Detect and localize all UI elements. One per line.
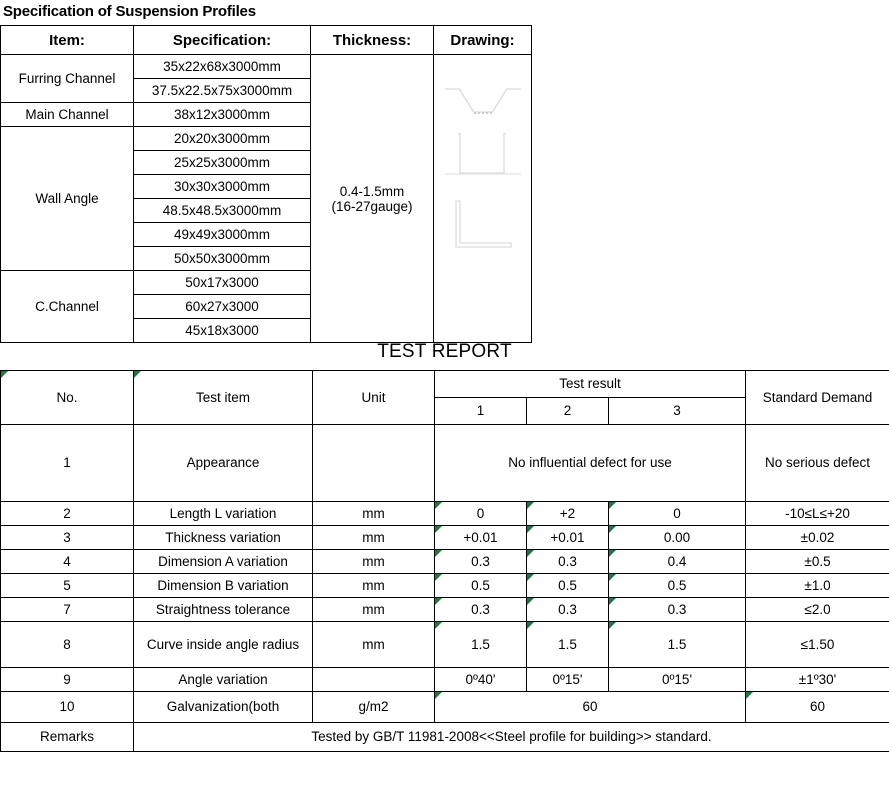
test-row-standard: No serious defect xyxy=(746,425,889,502)
test-row-result-merged: 60 xyxy=(435,692,746,723)
table-row xyxy=(1,425,889,502)
test-row-result-3: 0.00 xyxy=(609,526,746,550)
test-row-result-2: 1.5 xyxy=(527,622,609,668)
test-row-no: 4 xyxy=(1,550,134,574)
table-row xyxy=(1,526,889,550)
test-row-result-2: 0.5 xyxy=(527,574,609,598)
spec-header-row xyxy=(1,26,532,55)
test-row-item: Thickness variation xyxy=(134,526,313,550)
test-row-no: 1 xyxy=(1,425,134,502)
specification-table xyxy=(0,25,532,343)
test-row-unit: mm xyxy=(313,526,435,550)
table-row xyxy=(1,668,889,692)
test-row-standard: -10≤L≤+20 xyxy=(746,502,889,526)
spec-value: 48.5x48.5x3000mm xyxy=(134,199,311,223)
test-header-row-1 xyxy=(1,371,889,398)
furring-channel-profile-icon xyxy=(441,77,525,121)
table-row xyxy=(1,598,889,622)
spec-item-furring-channel: Furring Channel xyxy=(1,55,134,103)
test-row-item: Length L variation xyxy=(134,502,313,526)
drawing-canvas xyxy=(434,55,531,342)
test-row-result-1: 0º40' xyxy=(435,668,527,692)
test-row-no: 7 xyxy=(1,598,134,622)
test-row-result-3: 0.4 xyxy=(609,550,746,574)
test-row-unit: mm xyxy=(313,622,435,668)
spec-item-c-channel: C.Channel xyxy=(1,271,134,343)
test-header-test-item: Test item xyxy=(134,371,313,425)
remarks-label: Remarks xyxy=(1,723,134,752)
test-report-title: TEST REPORT xyxy=(377,341,512,362)
test-row-standard: ±1.0 xyxy=(746,574,889,598)
test-row-result-3: 0º15' xyxy=(609,668,746,692)
table-row xyxy=(1,692,889,723)
test-row-unit: mm xyxy=(313,574,435,598)
test-row-no: 9 xyxy=(1,668,134,692)
test-row-result-2: 0º15' xyxy=(527,668,609,692)
test-row-standard: ±0.02 xyxy=(746,526,889,550)
table-row xyxy=(1,502,889,526)
test-row-item: Dimension A variation xyxy=(134,550,313,574)
test-row-standard: 60 xyxy=(746,692,889,723)
main-channel-profile-icon xyxy=(441,127,525,185)
spec-item-wall-angle: Wall Angle xyxy=(1,127,134,271)
test-row-no: 10 xyxy=(1,692,134,723)
test-row-unit: mm xyxy=(313,550,435,574)
table-row xyxy=(1,550,889,574)
page-title: Specification of Suspension Profiles xyxy=(3,3,256,20)
test-row-result-3: 0.3 xyxy=(609,598,746,622)
test-header-test-result: Test result xyxy=(435,371,746,398)
test-header-unit: Unit xyxy=(313,371,435,425)
test-row-result-2: 0.3 xyxy=(527,598,609,622)
test-row-result-3: 0.5 xyxy=(609,574,746,598)
table-row xyxy=(1,55,532,79)
spec-value: 50x50x3000mm xyxy=(134,247,311,271)
spec-thickness-cell xyxy=(311,55,434,343)
wall-angle-profile-icon xyxy=(441,195,525,255)
test-header-no: No. xyxy=(1,371,134,425)
test-row-result-1: 0.3 xyxy=(435,598,527,622)
spec-drawing-cell xyxy=(434,55,532,343)
test-row-item: Angle variation xyxy=(134,668,313,692)
test-row-unit: g/m2 xyxy=(313,692,435,723)
test-row-result-1: +0.01 xyxy=(435,526,527,550)
spec-header-thickness: Thickness: xyxy=(311,26,434,55)
test-row-result-3: 1.5 xyxy=(609,622,746,668)
spec-header-specification: Specification: xyxy=(134,26,311,55)
spec-value: 49x49x3000mm xyxy=(134,223,311,247)
test-row-item: Straightness tolerance xyxy=(134,598,313,622)
test-row-unit xyxy=(313,668,435,692)
remarks-text: Tested by GB/T 11981-2008<<Steel profile for building>> standard. xyxy=(134,723,889,752)
spec-value: 60x27x3000 xyxy=(134,295,311,319)
test-report-table xyxy=(0,370,889,752)
test-header-result-1: 1 xyxy=(435,398,527,425)
test-row-standard: ±0.5 xyxy=(746,550,889,574)
test-row-result-1: 0.5 xyxy=(435,574,527,598)
test-header-result-2: 2 xyxy=(527,398,609,425)
spec-value: 25x25x3000mm xyxy=(134,151,311,175)
test-row-unit: mm xyxy=(313,598,435,622)
test-row-standard: ≤1.50 xyxy=(746,622,889,668)
test-row-no: 8 xyxy=(1,622,134,668)
test-row-result-1: 1.5 xyxy=(435,622,527,668)
test-row-result-2: +0.01 xyxy=(527,526,609,550)
test-row-item: Appearance xyxy=(134,425,313,502)
test-row-unit xyxy=(313,425,435,502)
test-header-result-3: 3 xyxy=(609,398,746,425)
test-row-result-1: 0.3 xyxy=(435,550,527,574)
spec-item-main-channel: Main Channel xyxy=(1,103,134,127)
spec-value: 35x22x68x3000mm xyxy=(134,55,311,79)
spec-value: 37.5x22.5x75x3000mm xyxy=(134,79,311,103)
thickness-line-2: (16-27gauge) xyxy=(331,198,413,214)
test-row-result-2: 0.3 xyxy=(527,550,609,574)
test-row-result-2: +2 xyxy=(527,502,609,526)
table-row-remarks xyxy=(1,723,889,752)
spec-header-item: Item: xyxy=(1,26,134,55)
test-row-no: 3 xyxy=(1,526,134,550)
test-row-unit: mm xyxy=(313,502,435,526)
table-row xyxy=(1,622,889,668)
spec-header-drawing: Drawing: xyxy=(434,26,532,55)
test-row-result-merged: No influential defect for use xyxy=(435,425,746,502)
spec-value: 30x30x3000mm xyxy=(134,175,311,199)
spec-value: 45x18x3000 xyxy=(134,319,311,343)
test-row-result-3: 0 xyxy=(609,502,746,526)
test-row-no: 2 xyxy=(1,502,134,526)
spec-value: 20x20x3000mm xyxy=(134,127,311,151)
table-row xyxy=(1,574,889,598)
spec-value: 38x12x3000mm xyxy=(134,103,311,127)
test-header-standard-demand: Standard Demand xyxy=(746,371,889,425)
spec-value: 50x17x3000 xyxy=(134,271,311,295)
test-row-standard: ±1º30' xyxy=(746,668,889,692)
test-row-item: Dimension B variation xyxy=(134,574,313,598)
thickness-line-1: 0.4-1.5mm xyxy=(339,183,405,199)
test-row-standard: ≤2.0 xyxy=(746,598,889,622)
test-row-no: 5 xyxy=(1,574,134,598)
test-row-item: Galvanization(both xyxy=(134,692,313,723)
test-row-item: Curve inside angle radius xyxy=(134,622,313,668)
test-row-result-1: 0 xyxy=(435,502,527,526)
